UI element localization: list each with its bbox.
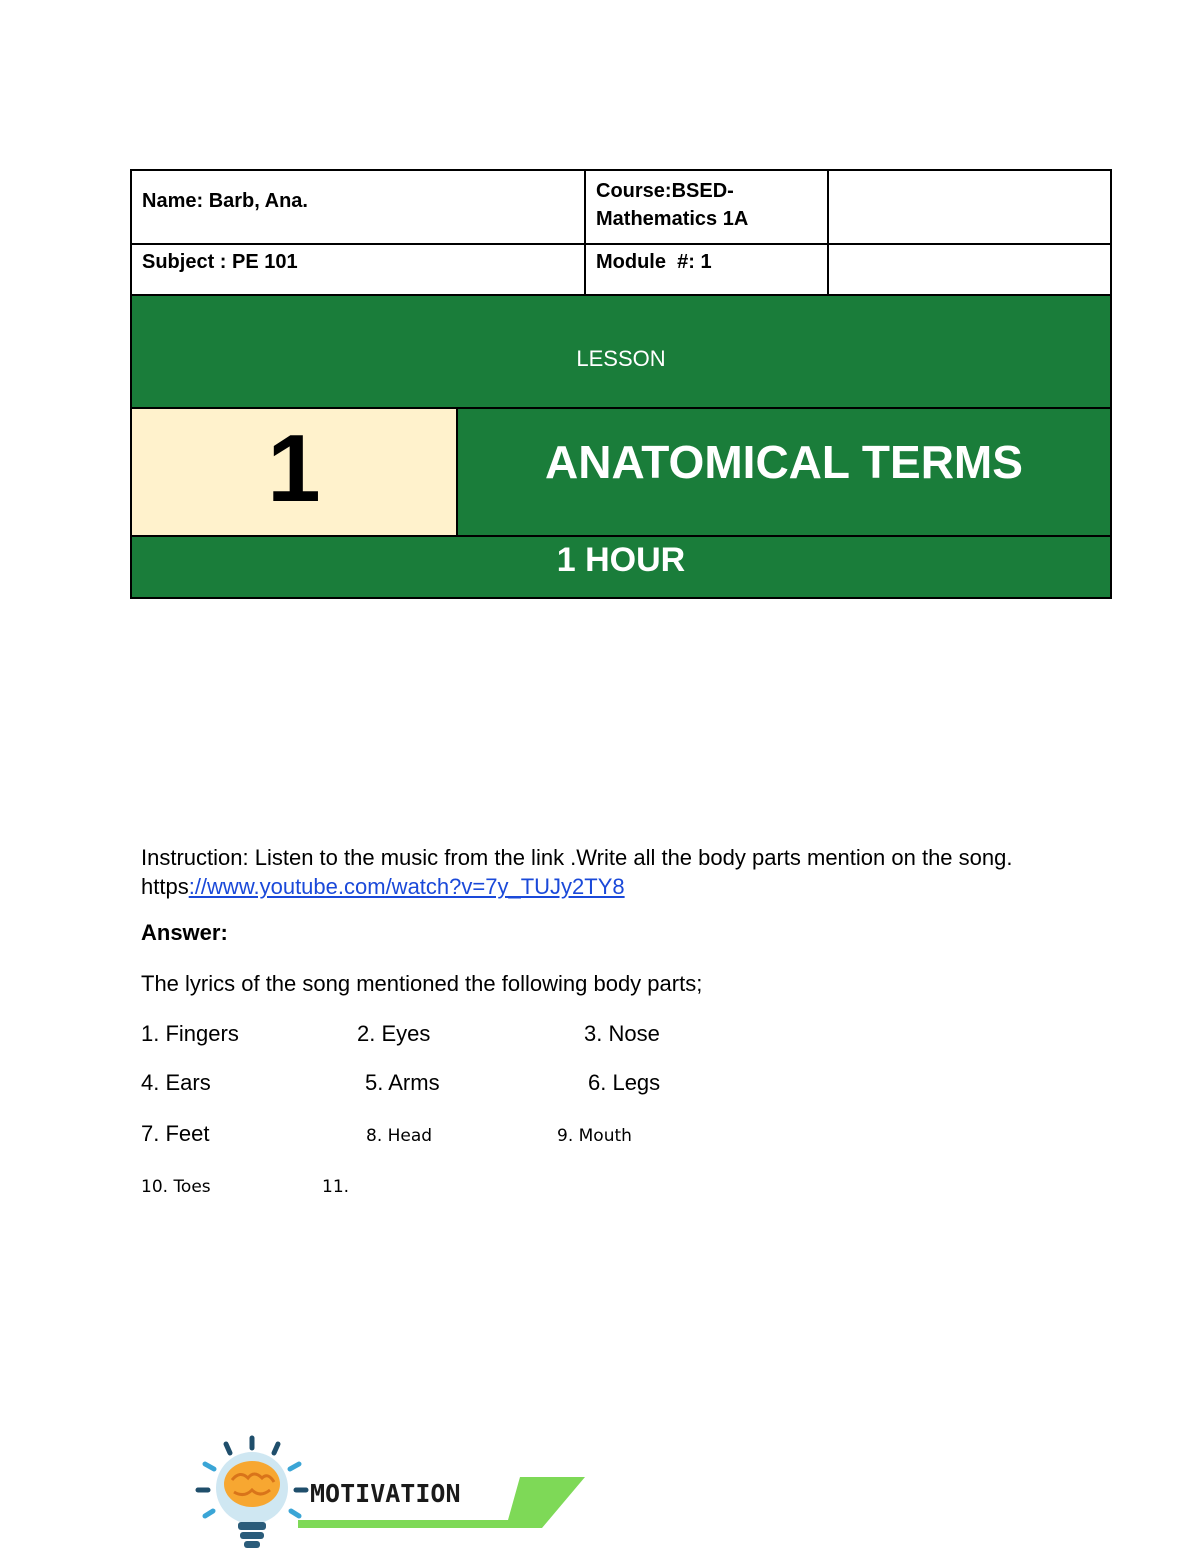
list-item: 1. Fingers	[141, 1021, 239, 1046]
motivation-label: MOTIVATION	[310, 1479, 461, 1508]
list-item: 10. Toes	[141, 1177, 211, 1197]
course-cell	[584, 169, 829, 245]
list-item: 4. Ears	[141, 1070, 211, 1095]
lesson-title-cell	[456, 407, 1112, 537]
answer-label: Answer:	[141, 920, 228, 945]
lesson-label-cell	[130, 294, 1112, 409]
name-text: Name: Barb, Ana.	[142, 190, 308, 212]
subject-text: Subject : PE 101	[142, 251, 298, 273]
list-item: 7. Feet	[141, 1121, 210, 1146]
motivation-banner-graphic	[190, 1432, 590, 1553]
list-item: 8. Head	[366, 1126, 433, 1146]
intro-text: The lyrics of the song mentioned the following body parts;	[141, 971, 703, 996]
list-item: 2. Eyes	[357, 1021, 431, 1046]
lightbulb-brain-icon	[198, 1438, 306, 1548]
module-text: Module #: 1	[596, 251, 712, 273]
lesson-label: LESSON	[576, 345, 666, 371]
module-cell	[584, 243, 829, 296]
list-item: 9. Mouth	[557, 1126, 632, 1146]
list-item: 11.	[322, 1177, 350, 1197]
empty-cell-bottom	[827, 243, 1112, 296]
duration-cell	[130, 535, 1112, 599]
course-line2: Mathematics 1A	[596, 208, 749, 230]
youtube-link[interactable]: ://www.youtube.com/watch?v=7y_TUJy2TY8	[188, 874, 625, 899]
lesson-duration: 1 HOUR	[556, 540, 686, 579]
list-item: 6. Legs	[588, 1070, 661, 1095]
subject-cell	[130, 243, 586, 296]
lesson-title: ANATOMICAL TERMS	[545, 436, 1023, 488]
lesson-number: 1	[267, 415, 321, 522]
course-line1: Course:BSED-	[596, 180, 734, 202]
empty-cell-top	[827, 169, 1112, 245]
name-cell	[130, 169, 586, 245]
module-header-table	[130, 169, 1112, 599]
list-item: 5. Arms	[365, 1070, 440, 1095]
motivation-banner	[190, 1432, 590, 1553]
instruction-text: Instruction: Listen to the music from the link .Write all the body parts mention on the song. https	[141, 845, 1013, 899]
list-item: 3. Nose	[584, 1021, 660, 1046]
lesson-number-cell	[130, 407, 458, 537]
instruction-paragraph	[141, 843, 1041, 901]
